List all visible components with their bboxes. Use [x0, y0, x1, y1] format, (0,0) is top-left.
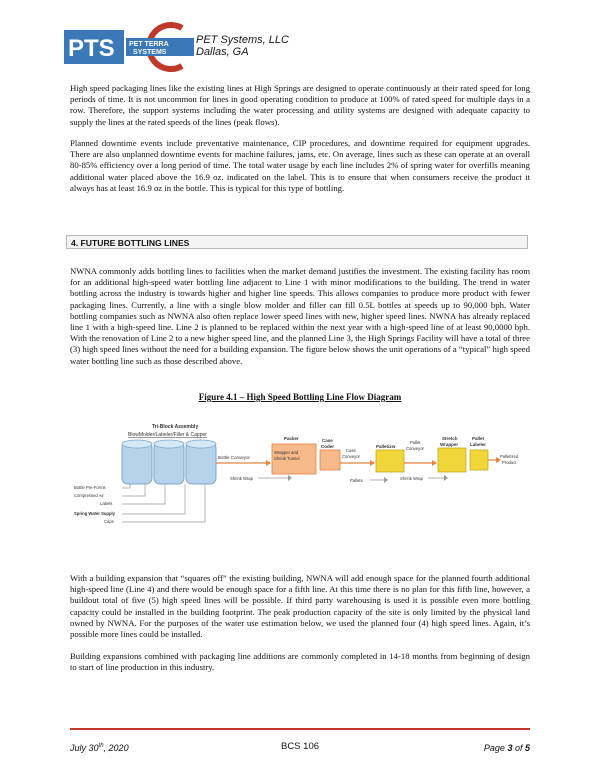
- pallet-conveyor-2: Conveyor: [406, 446, 424, 451]
- bottle-conveyor-label: Bottle Conveyor: [218, 455, 251, 460]
- input-bottle-pre-forms: Bottle Pre-Forms: [74, 485, 106, 490]
- input-spring-water: Spring Water Supply: [74, 511, 116, 516]
- shrink-wrap-label-2: Shrink Wrap: [400, 476, 423, 481]
- wrapper-shrink-2: Shrink Tunnel: [274, 456, 300, 461]
- footer-rule: [70, 728, 530, 730]
- palletized-product-1: Palletized: [500, 454, 519, 459]
- palletized-product-2: Product: [502, 460, 517, 465]
- footer-page-number: Page 3 of 5: [483, 743, 530, 753]
- company-info: [196, 34, 289, 58]
- pallet-conveyor-1: Pallet: [410, 440, 421, 445]
- stretch-wrapper-box: [438, 448, 466, 472]
- case-coder-1: Case: [322, 438, 333, 443]
- tri-block-sub: BlowMolder/Labeler/Filler & Capper: [128, 432, 207, 438]
- input-compressed-air: Compressed Air: [74, 493, 104, 498]
- tri-block-title: Tri-Block Assembly: [152, 424, 199, 430]
- case-conveyor-2: Conveyor: [342, 454, 360, 459]
- paragraph-future-lines: NWNA commonly adds bottling lines to facilities when the market demand justifies the investment. The existing facility has room for an additional high-speed water bottling line adjacent to Line 1 with minor modifications to the building. The trend in water bottling across the industry is towards higher and higher line speeds. This allows companies to produce more product with fewer packaging lines. Currently, a line with a single blow molder and filler can fill 0.5L bottles at speeds up to 90,000 bph. Water bottling companies such as NWNA also often replace lower speed lines with new, higher speed lines. NWNA has already replaced line 1 with a high-speed line. Line 2 is planned to be replaced within the next year with a high-speed line of at least 90,0000 bph. With the renovation of Line 2 to a new higher speed line, and the planned Line 3, the High Springs Facility will have a total of three (3) high speed lines without the need for a building expansion. The figure below shows the unit operations of a “typical” high speed water bottling line such as those described above.: [70, 266, 530, 366]
- pallets-label: Pallets: [350, 478, 363, 483]
- section-heading: 4. FUTURE BOTTLING LINES: [66, 235, 528, 249]
- pallet-labeler-1: Pallet: [472, 436, 485, 441]
- paragraph-timeline: Building expansions combined with packaging line additions are commonly completed in 14-18 months from beginning of design to start of line production in this industry.: [70, 651, 530, 673]
- packer-label: Packer: [284, 436, 299, 441]
- footer-date: July 30th, 2020: [70, 743, 129, 753]
- paragraph-downtime: Planned downtime events include preventative maintenance, CIP procedures, and downtime required for equipment upgrades. There are also unplanned downtime events for machine failures, jams, etc. On average, lines such as these can operate at an overall 80-85% efficiency over a long period of time. The total water usage by each line includes 2% of spring water for overfills meaning additional water placed above the 16.9 oz. indicated on the label. This is to ensure that when consumers receive the product it always has at least 16.9 oz in the bottle. This is typical for this type of bottling.: [70, 138, 530, 193]
- stretch-wrapper-1: Stretch: [442, 436, 458, 441]
- input-labels: Labels: [100, 501, 113, 506]
- figure-title: Figure 4.1 – High Speed Bottling Line Flow Diagram: [198, 392, 402, 402]
- footer-doc-id: BCS 106: [280, 741, 320, 752]
- company-city: Dallas, GA: [196, 46, 249, 58]
- stretch-wrapper-2: Wrapper: [440, 442, 459, 447]
- flow-diagram: [70, 420, 530, 538]
- logo-text: PTS: [68, 35, 115, 62]
- input-caps: Caps: [104, 519, 114, 524]
- case-conveyor-1: Case: [346, 448, 356, 453]
- shrink-wrap-label-1: Shrink Wrap: [230, 476, 253, 481]
- case-coder-box: [320, 450, 340, 470]
- case-coder-2: Coder: [321, 444, 335, 449]
- company-logo: [64, 22, 212, 72]
- pallet-labeler-2: Labeler: [470, 442, 487, 447]
- pallet-labeler-box: [470, 450, 488, 470]
- paragraph-building-expansion: With a building expansion that “squares off” the existing building, NWNA will add enough space for the planned fourth additional high-speed line (Line 4) and there would be enough space for a fifth line. At this time there is no plan for this fifth line, however, a buildout total of five (5) high speed lines will be possible. If third party warehousing is used it is possible even more bottling capacity could be installed in the building footprint. The peak production capacity of the site is only limited by the physical land owned by NWNA. For the purposes of the water use estimation below, we used the planned four (4) high speed lines. Again, it’s possible more lines could be installed.: [70, 573, 530, 640]
- palletizer-label: Palletizer: [376, 444, 396, 449]
- company-name: PET Systems, LLC: [196, 34, 289, 46]
- wrapper-shrink-1: Wrapper and: [274, 450, 299, 455]
- logo-sub2: SYSTEMS: [133, 49, 167, 56]
- paragraph-peak-flows: High speed packaging lines like the existing lines at High Springs are designed to operate continuously at their rated speed for long periods of time. It is not uncommon for lines in good operating condition to produce at 100% of rated speed for multiple days in a row. Therefore, the support systems including the water processing and utility systems are designed with adequate capacity to supply the lines at the rated speeds of the lines (peak flows).: [70, 83, 530, 127]
- logo-sub1: PET TERRA: [129, 41, 169, 48]
- palletizer-box: [376, 450, 404, 472]
